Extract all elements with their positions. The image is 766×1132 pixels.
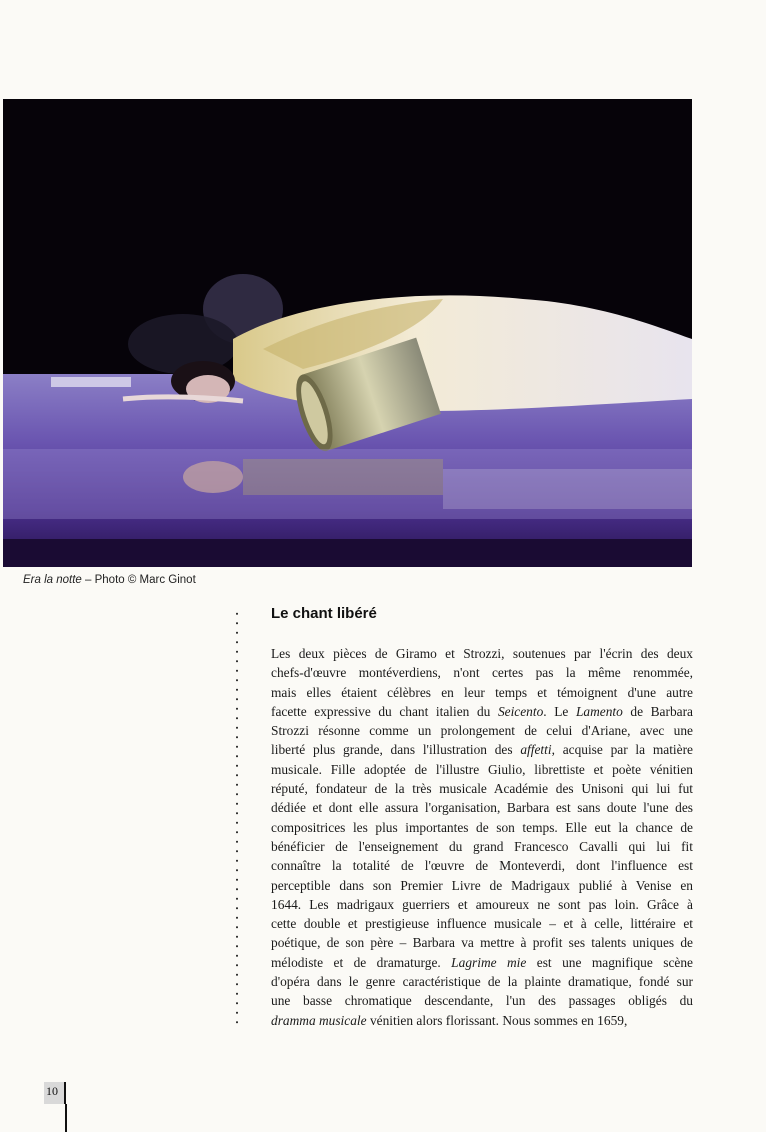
body-text-run: liberté plus grande, dans l'illustration des xyxy=(271,742,521,758)
body-line xyxy=(271,876,693,895)
stage-photo xyxy=(3,99,692,567)
page-number: 10 xyxy=(46,1084,58,1098)
body-line xyxy=(271,798,693,817)
body-italic-run: Lamento xyxy=(575,703,623,719)
body-text-run: de Barbara xyxy=(622,703,693,719)
body-text-run: vénitien alors florissant. Nous sommes en 1659, xyxy=(366,1012,628,1028)
body-line xyxy=(271,760,693,779)
body-line xyxy=(271,721,693,740)
body-text-run: chefs-d'œuvre montéverdiens, n'ont certes pas la même renommée, xyxy=(271,665,693,681)
body-line xyxy=(271,837,693,856)
body-text-run: musicale. Fille adoptée de l'illustre Giulio, librettiste et poète vénitien xyxy=(271,761,693,777)
body-italic-run: Lagrime mie xyxy=(451,954,527,970)
body-text-run: perceptible dans son Premier Livre de Madrigaux publié à Venise en xyxy=(271,877,693,893)
body-text-run: 1644. Les madrigaux guerriers et amoureux ne sont pas loin. Grâce à xyxy=(271,896,693,912)
body-text-run: bénéficier de l'enseignement du grand Francesco Cavalli qui lui fit xyxy=(271,838,693,854)
body-text-run: connaître la totalité de l'œuvre de Monteverdi, dont l'influence est xyxy=(271,858,693,874)
photo-caption xyxy=(23,574,196,586)
body-line xyxy=(271,953,693,972)
body-text-run: mélodiste et de dramaturge. xyxy=(271,954,452,970)
body-line xyxy=(271,818,693,837)
body-text-run: est une magnifique scène xyxy=(526,954,693,970)
dotted-rule xyxy=(235,609,239,1025)
section-heading: Le chant libéré xyxy=(271,605,377,622)
body-text-run: d'opéra dans le genre caractéristique de la plainte dramatique, fondé sur xyxy=(271,974,693,990)
body-line xyxy=(271,972,693,991)
body-line xyxy=(271,779,693,798)
body-line xyxy=(271,644,693,663)
body-text-run: facette expressive du chant italien du xyxy=(271,703,498,719)
body-text-run: dédiée et dont elle assura l'organisation, Barbara est sans doute l'une des xyxy=(271,800,693,816)
body-text-run: . Le xyxy=(543,703,576,719)
body-text-run: mais elles étaient célèbres en leur temps et témoignent d'une autre xyxy=(271,684,693,700)
body-text xyxy=(271,644,693,1030)
caption-credit: – Photo © Marc Ginot xyxy=(81,574,196,586)
body-line xyxy=(271,933,693,952)
body-line xyxy=(271,991,693,1010)
body-italic-run: Seicento xyxy=(497,703,544,719)
body-line xyxy=(271,895,693,914)
body-line xyxy=(271,856,693,875)
body-line xyxy=(271,1011,693,1030)
body-text-run: cette double et prestigieuse influence musicale – et à celle, littéraire et xyxy=(271,916,693,932)
margin-rule xyxy=(65,1104,67,1132)
body-line xyxy=(271,740,693,759)
caption-title: Era la notte xyxy=(23,574,82,586)
body-italic-run: dramma musicale xyxy=(271,1012,367,1028)
body-text-run: une basse chromatique descendante, l'un des passages obligés du xyxy=(271,993,693,1009)
body-line xyxy=(271,702,693,721)
body-line xyxy=(271,914,693,933)
stage-photo-drawing xyxy=(3,99,692,567)
body-line xyxy=(271,663,693,682)
body-text-run: compositrices les plus importantes de son temps. Elle eut la chance de xyxy=(271,819,693,835)
body-text-run: , acquise par la matière xyxy=(551,742,693,758)
body-text-run: Les deux pièces de Giramo et Strozzi, soutenues par l'écrin des deux xyxy=(271,646,693,661)
body-text-run: réputé, fondateur de la très musicale Académie des Unisoni qui lui fut xyxy=(271,781,693,797)
body-text-run: poétique, de son père – Barbara va mettre à profit ses talents uniques de xyxy=(271,935,693,951)
body-text-run: Strozzi résonne comme un prolongement de celui d'Ariane, avec une xyxy=(271,723,693,739)
body-italic-run: affetti xyxy=(520,742,552,758)
body-line xyxy=(271,683,693,702)
